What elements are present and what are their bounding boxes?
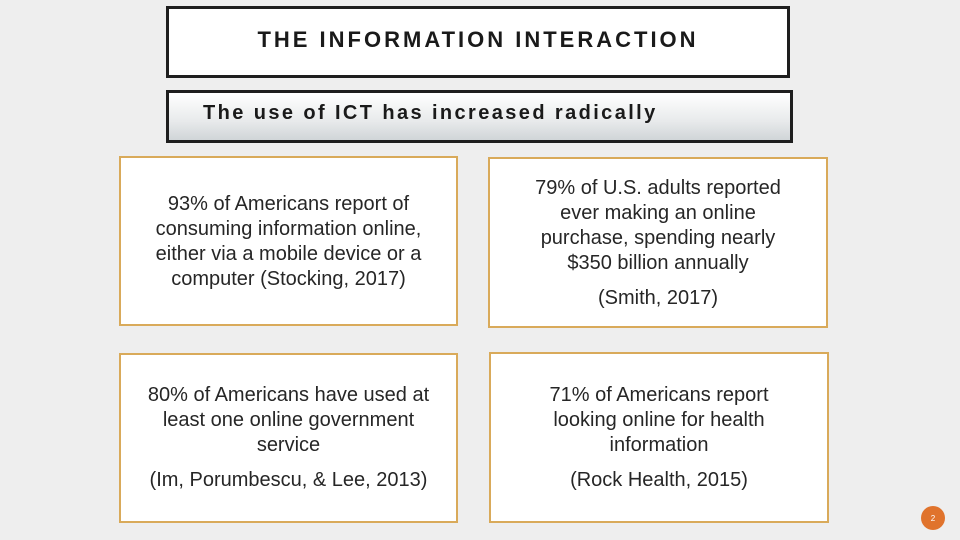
slide-subtitle: The use of ICT has increased radically xyxy=(203,102,658,124)
card-body xyxy=(156,192,422,292)
card-line: consuming information online, xyxy=(155,218,422,240)
card-citation: (Rock Health, 2015) xyxy=(570,468,748,491)
slide-subtitle-box xyxy=(166,90,793,143)
stat-card-online-purchase xyxy=(488,157,828,328)
card-body xyxy=(148,383,429,458)
card-line: 71% of Americans report xyxy=(549,383,769,406)
page-number-badge xyxy=(921,506,945,530)
card-body xyxy=(550,383,769,458)
card-line: ever making an online xyxy=(560,202,756,224)
card-line: either via a mobile device or a xyxy=(155,243,422,265)
slide-title-box xyxy=(166,6,790,78)
card-citation: (Smith, 2017) xyxy=(597,287,719,309)
card-citation: (Im, Porumbescu, & Lee, 2013) xyxy=(149,469,428,491)
card-line: 80% of Americans have used at xyxy=(147,384,430,406)
card-line: information xyxy=(609,433,709,456)
card-line: service xyxy=(256,434,321,456)
card-line: least one online government xyxy=(162,409,415,431)
stat-card-consuming-information xyxy=(119,156,458,326)
page-number: 2 xyxy=(930,513,936,523)
card-line: purchase, spending nearly xyxy=(540,227,776,249)
card-line: $350 billion annually xyxy=(567,252,749,274)
card-line: 79% of U.S. adults reported xyxy=(535,177,781,199)
card-line: 93% of Americans report of xyxy=(167,193,410,215)
card-line: computer (Stocking, 2017) xyxy=(171,268,406,290)
stat-card-government-service xyxy=(119,353,458,523)
card-line: looking online for health xyxy=(553,408,765,431)
stat-card-health-information xyxy=(489,352,829,523)
card-body xyxy=(535,176,781,276)
slide-title: THE INFORMATION INTERACTION xyxy=(257,27,699,52)
